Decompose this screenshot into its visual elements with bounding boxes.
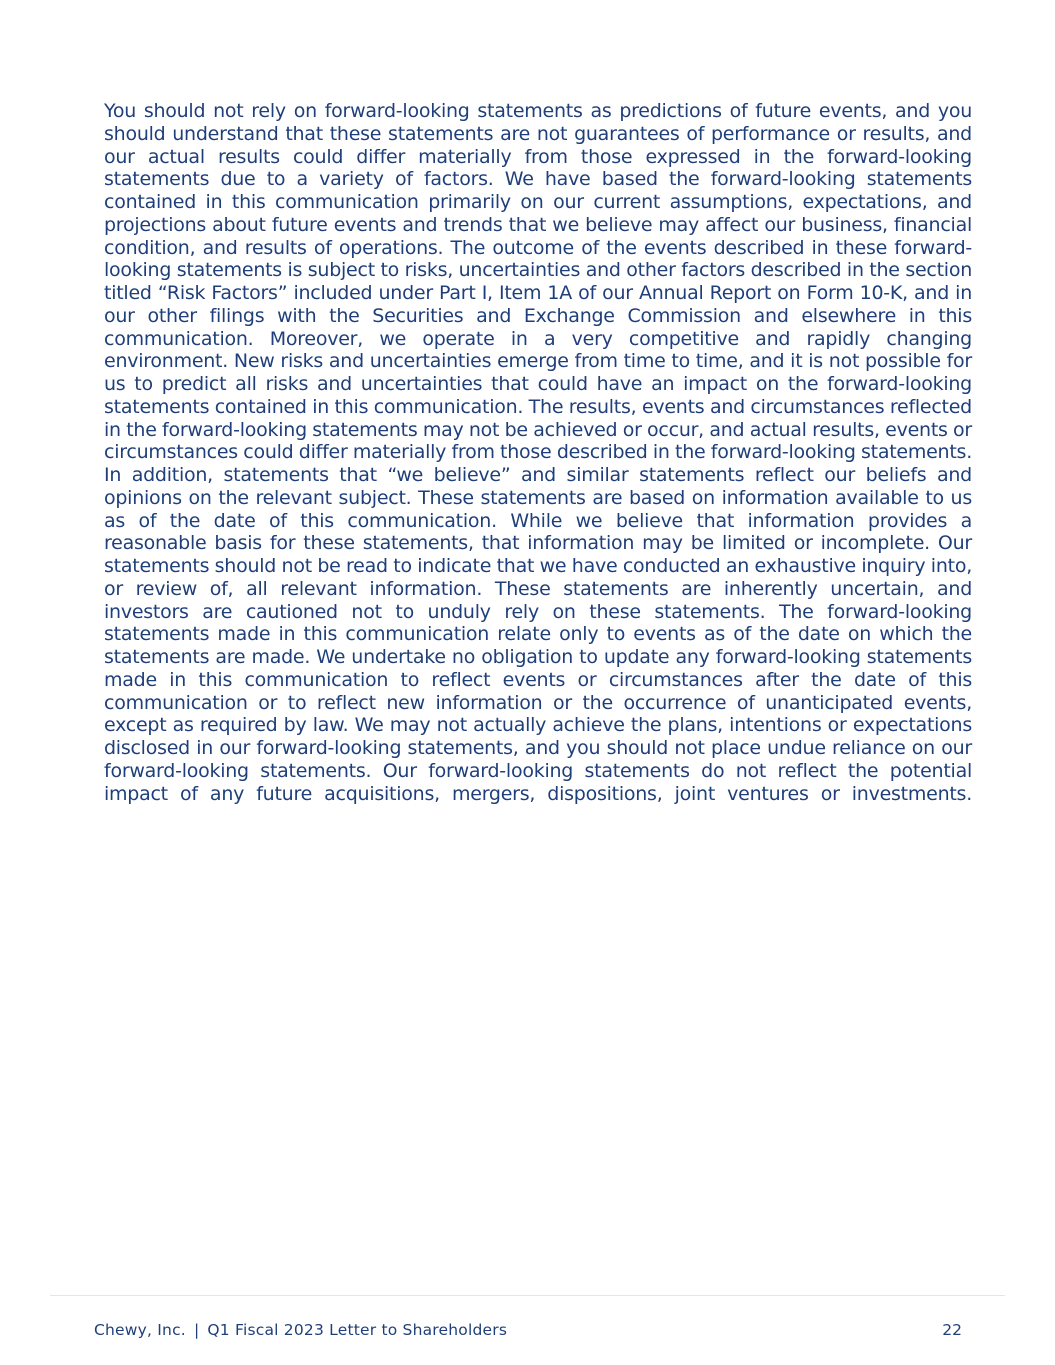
footer-document-info bbox=[94, 1321, 507, 1339]
footer-report-title: Q1 Fiscal 2023 Letter to Shareholders bbox=[207, 1321, 508, 1339]
footer-divider bbox=[50, 1295, 1005, 1296]
page-number: 22 bbox=[942, 1321, 962, 1339]
footer-company-name: Chewy, Inc. bbox=[94, 1321, 186, 1339]
footer-separator: | bbox=[193, 1321, 200, 1339]
forward-looking-statements-paragraph: You should not rely on forward-looking statements as predictions of future events, and you should understand that these statements are not guarantees of performance or results, and our actual results could differ materially from those expressed in the forward-looking statements due to a variety of factors. We have based the forward-looking statements contained in this communication primarily on our current assumptions, expectations, and projections about future events and trends that we believe may affect our business, financial condition, and results of operations. The outcome of the events described in these forward-looking statements is subject to risks, uncertainties and other factors described in the section titled “Risk Factors” included under Part I, Item 1A of our Annual Report on Form 10-K, and in our other filings with the Securities and Exchange Commission and elsewhere in this communication. Moreover, we operate in a very competitive and rapidly changing environment. New risks and uncertainties emerge from time to time, and it is not possible for us to predict all risks and uncertainties that could have an impact on the forward-looking statements contained in this communication. The results, events and circumstances reflected in the forward-looking statements may not be achieved or occur, and actual results, events or circumstances could differ materially from those described in the forward-looking statements. In addition, statements that “we believe” and similar statements reflect our beliefs and opinions on the relevant subject. These statements are based on information available to us as of the date of this communication. While we believe that information provides a reasonable basis for these statements, that information may be limited or incomplete. Our statements should not be read to indicate that we have conducted an exhaustive inquiry into, or review of, all relevant information. These statements are inherently uncertain, and investors are cautioned not to unduly rely on these statements. The forward-looking statements made in this communication relate only to events as of the date on which the statements are made. We undertake no obligation to update any forward-looking statements made in this communication to reflect events or circumstances after the date of this communication or to reflect new information or the occurrence of unanticipated events, except as required by law. We may not actually achieve the plans, intentions or expectations disclosed in our forward-looking statements, and you should not place undue reliance on our forward-looking statements. Our forward-looking statements do not reflect the potential impact of any future acquisitions, mergers, dispositions, joint ventures or investments. bbox=[104, 100, 972, 805]
